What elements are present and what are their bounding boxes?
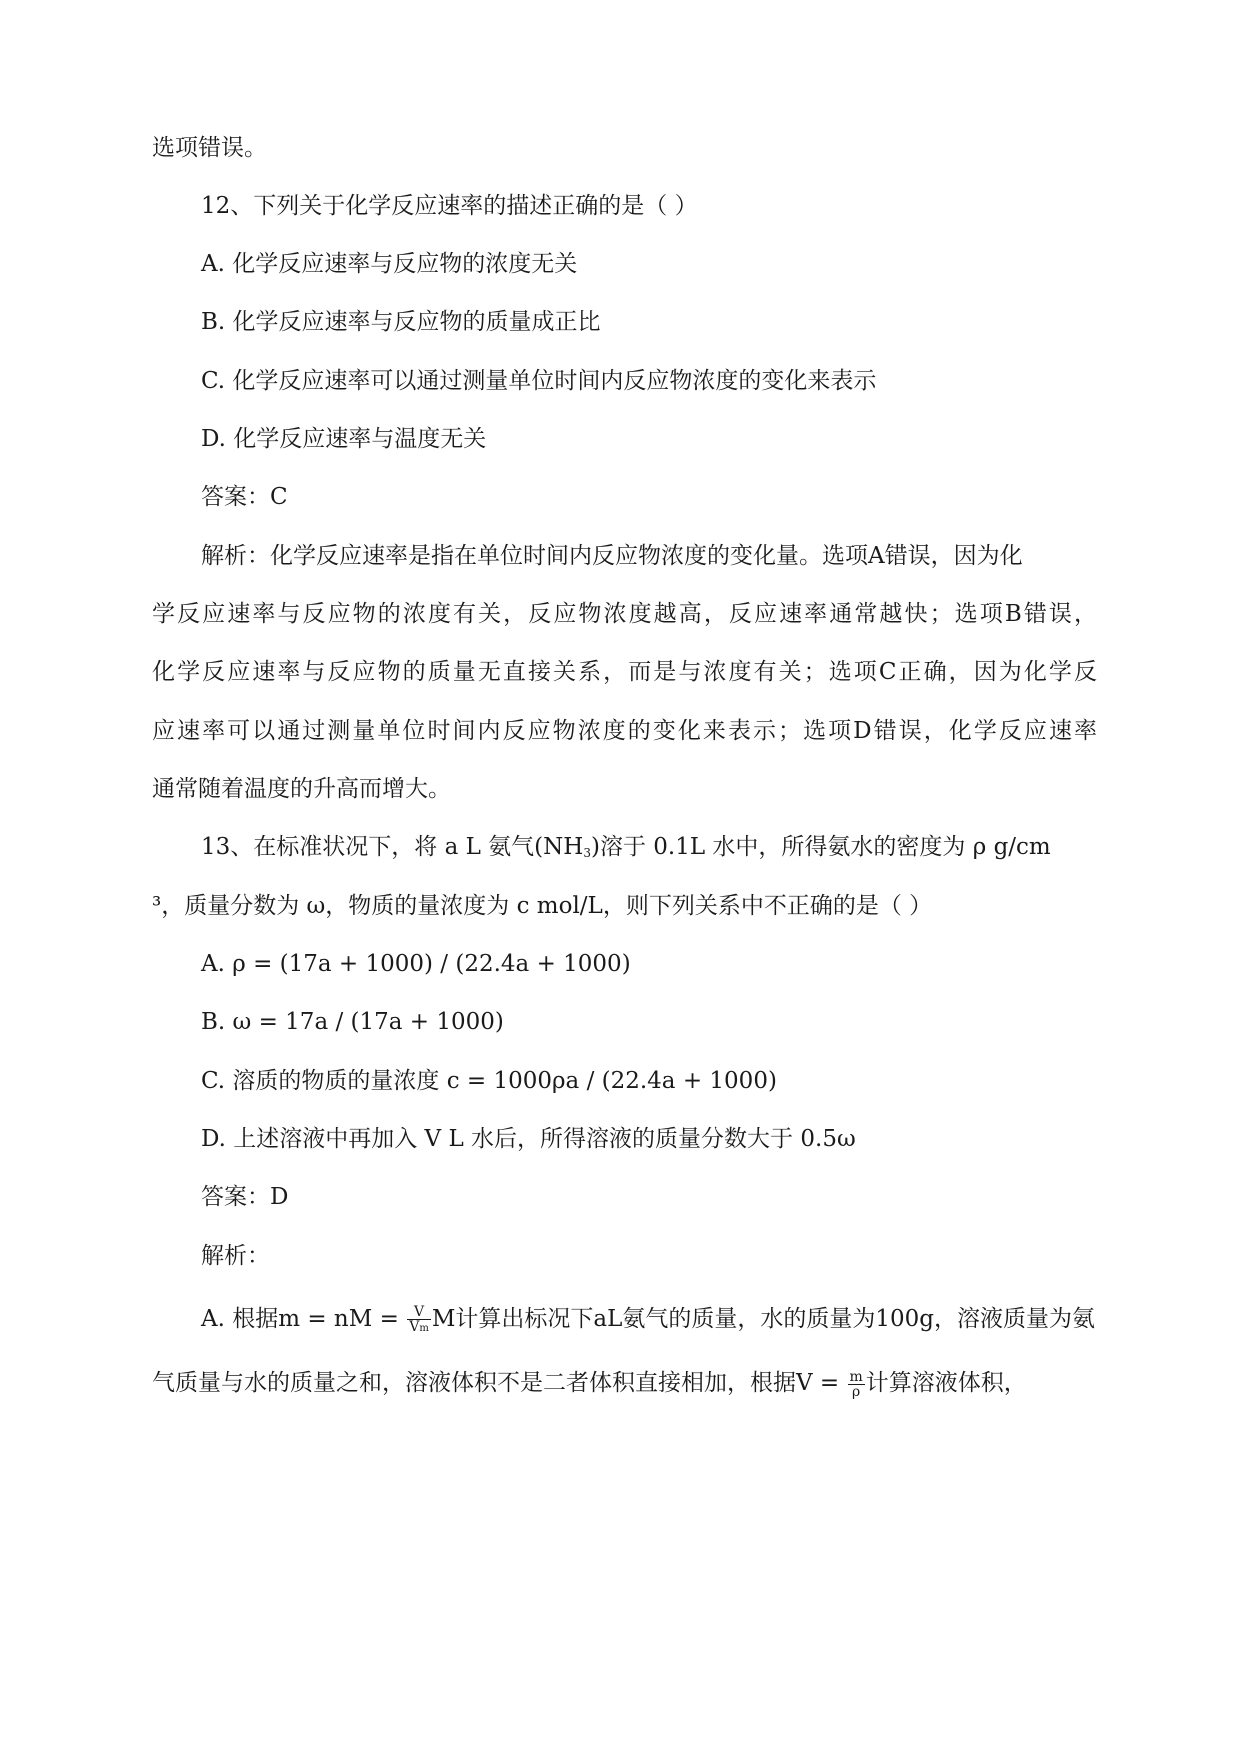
question-12-option-b: B. 化学反应速率与反应物的质量成正比	[201, 309, 601, 335]
question-12-explanation-line: 化学反应速率与反应物的质量无直接关系，而是与浓度有关；选项C正确，因为化学反	[152, 659, 1097, 685]
question-13-explanation-line	[201, 1304, 1095, 1336]
explanation-text: 气质量与水的质量之和，溶液体积不是二者体积直接相加，根据V =	[152, 1370, 847, 1396]
question-13-answer: 答案：D	[201, 1184, 289, 1210]
fraction-denominator: ρ	[852, 1383, 861, 1400]
question-12-explanation-line: 解析：化学反应速率是指在单位时间内反应物浓度的变化量。选项A错误，因为化	[201, 543, 1023, 569]
explanation-text: 计算溶液体积，	[865, 1370, 1027, 1396]
question-12-answer: 答案：C	[201, 484, 288, 510]
question-13-option-a: A. ρ = (17a + 1000) / (22.4a + 1000)	[201, 951, 631, 977]
fraction-denominator	[407, 1320, 431, 1336]
question-13-explanation-label: 解析：	[201, 1243, 270, 1269]
question-12-stem: 12、下列关于化学反应速率的描述正确的是（ ）	[201, 193, 698, 219]
question-13-option-b: B. ω = 17a / (17a + 1000)	[201, 1009, 504, 1035]
question-12-option-d: D. 化学反应速率与温度无关	[201, 426, 487, 452]
question-12-explanation-line: 学反应速率与反应物的浓度有关，反应物浓度越高，反应速率通常越快；选项B错误，	[152, 601, 1097, 627]
text-line: 选项错误。	[152, 135, 267, 161]
fraction-numerator: V	[407, 1305, 431, 1320]
question-12-option-a: A. 化学反应速率与反应物的浓度无关	[201, 251, 578, 277]
question-13-stem-continued: ³，质量分数为 ω，物质的量浓度为 c mol/L，则下列关系中不正确的是（ ）	[152, 893, 933, 919]
fraction-numerator: m	[849, 1368, 863, 1385]
question-13-stem	[201, 832, 1051, 868]
question-13-stem-part: 13、在标准状况下，将 a L 氨气(NH	[201, 834, 584, 860]
fraction-denominator-subscript: m	[419, 1322, 429, 1334]
explanation-text: A. 根据m = nM =	[201, 1306, 407, 1332]
question-12-explanation-line: 通常随着温度的升高而增大。	[152, 776, 451, 802]
fraction-m-over-rho	[848, 1370, 865, 1399]
question-13-option-c: C. 溶质的物质的量浓度 c = 1000ρa / (22.4a + 1000)	[201, 1068, 777, 1094]
question-12-option-c: C. 化学反应速率可以通过测量单位时间内反应物浓度的变化来表示	[201, 368, 877, 394]
fraction-denominator-main: V	[409, 1318, 420, 1335]
question-13-option-d: D. 上述溶液中再加入 V L 水后，所得溶液的质量分数大于 0.5ω	[201, 1126, 856, 1152]
question-13-explanation-line	[152, 1368, 1027, 1399]
fraction-v-over-vm	[407, 1305, 431, 1336]
question-13-stem-part: )溶于 0.1L 水中，所得氨水的密度为 ρ g/cm	[590, 834, 1051, 860]
question-12-explanation-line: 应速率可以通过测量单位时间内反应物浓度的变化来表示；选项D错误，化学反应速率	[152, 718, 1097, 744]
explanation-text: M计算出标况下aL氨气的质量，水的质量为100g，溶液质量为氨	[431, 1306, 1095, 1332]
subscript: 3	[583, 846, 591, 860]
